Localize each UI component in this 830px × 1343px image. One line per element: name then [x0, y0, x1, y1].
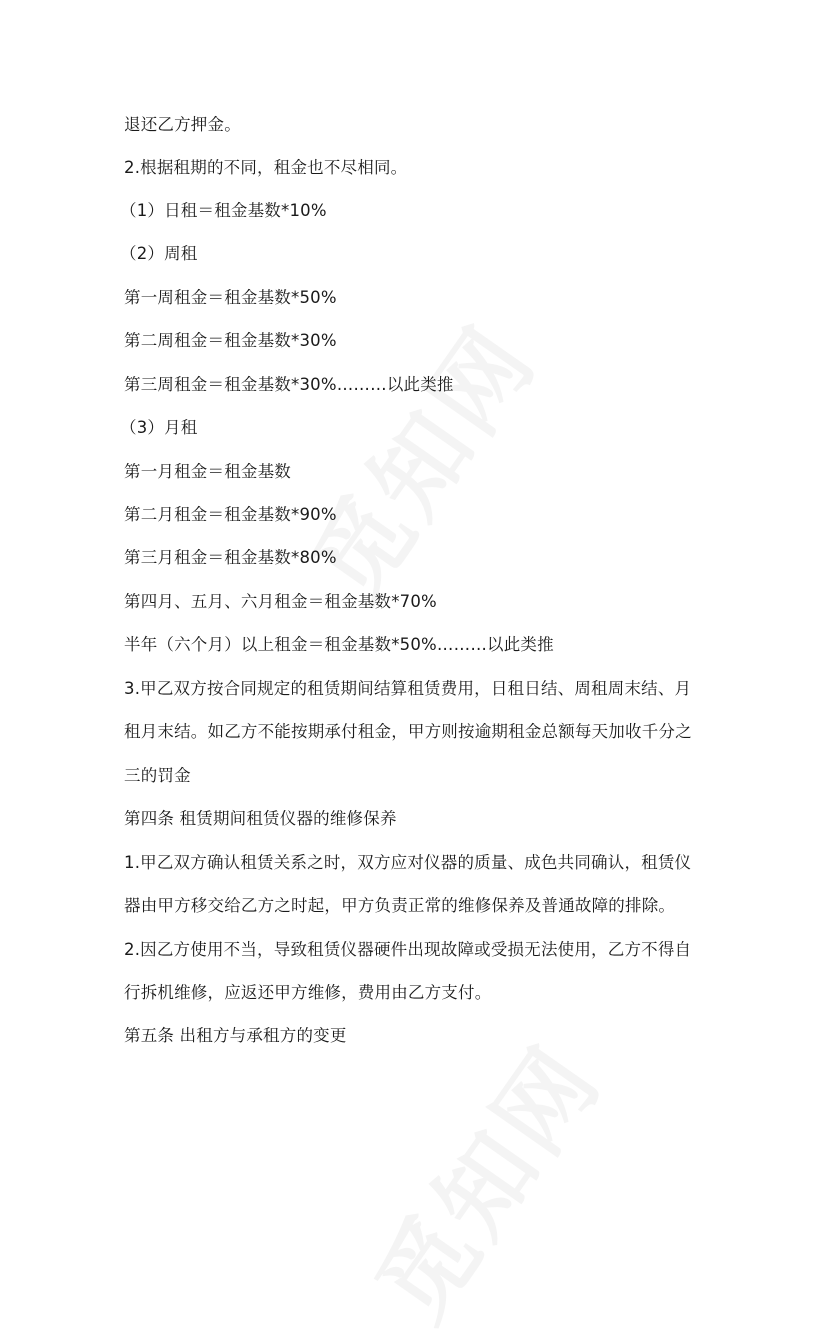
watermark [339, 1014, 627, 1343]
paragraph-line: 半年（六个月）以上租金＝租金基数*50%………以此类推 [124, 635, 554, 654]
paragraph-line: 2.根据租期的不同，租金也不尽相同。 [124, 158, 408, 177]
paragraph-line: 第一月租金＝租金基数 [124, 462, 291, 481]
paragraph-line: （1）日租＝租金基数*10% [120, 201, 327, 220]
paragraph-line: 退还乙方押金。 [124, 115, 241, 134]
paragraph-line: （2）周租 [120, 244, 198, 263]
paragraph-line: 第三月租金＝租金基数*80% [124, 548, 337, 567]
paragraph-line: （3）月租 [120, 418, 198, 437]
paragraph-line: 行拆机维修，应返还甲方维修，费用由乙方支付。 [124, 983, 492, 1002]
paragraph-line: 2.因乙方使用不当，导致租赁仪器硬件出现故障或受损无法使用，乙方不得自 [124, 940, 692, 959]
paragraph-line: 器由甲方移交给乙方之时起，甲方负责正常的维修保养及普通故障的排除。 [124, 896, 676, 915]
paragraph-line: 1.甲乙双方确认租赁关系之时，双方应对仪器的质量、成色共同确认，租赁仪 [124, 853, 692, 872]
paragraph-line: 三的罚金 [124, 766, 191, 785]
paragraph-line: 第三周租金＝租金基数*30%………以此类推 [124, 375, 454, 394]
paragraph-line: 第一周租金＝租金基数*50% [124, 288, 337, 307]
section-heading: 第四条 租赁期间租赁仪器的维修保养 [124, 809, 397, 828]
paragraph-line: 3.甲乙双方按合同规定的租赁期间结算租赁费用，日租日结、周租周末结、月 [124, 679, 692, 698]
paragraph-line: 租月末结。如乙方不能按期承付租金，甲方则按逾期租金总额每天加收千分之 [124, 722, 692, 741]
paragraph-line: 第四月、五月、六月租金＝租金基数*70% [124, 592, 437, 611]
section-heading: 第五条 出租方与承租方的变更 [124, 1026, 347, 1045]
paragraph-line: 第二月租金＝租金基数*90% [124, 505, 337, 524]
paragraph-line: 第二周租金＝租金基数*30% [124, 331, 337, 350]
